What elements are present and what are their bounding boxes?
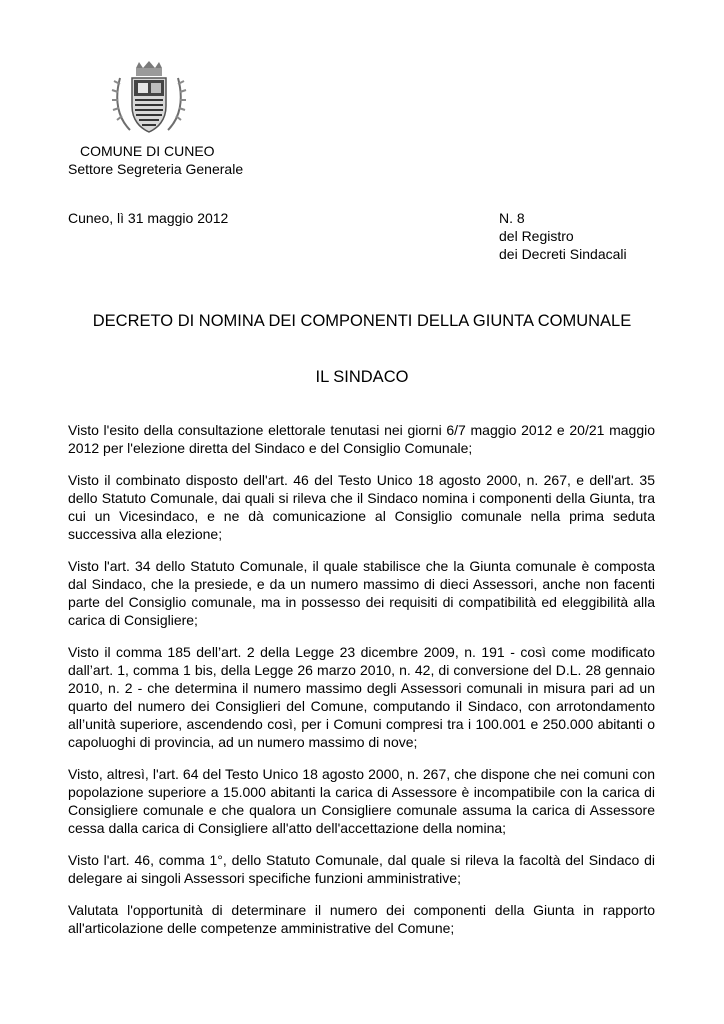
decree-authority: IL SINDACO bbox=[315, 368, 409, 386]
body-paragraph: Visto l'art. 46, comma 1°, dello Statuto Comunale, dal quale si rileva la facoltà del Sindaco di delegare ai singoli Assessori specifiche funzioni amministrative; bbox=[68, 852, 655, 886]
department-name: Settore Segreteria Generale bbox=[68, 161, 244, 177]
place-date: Cuneo, lì 31 maggio 2012 bbox=[68, 210, 229, 226]
coat-of-arms-icon bbox=[108, 60, 190, 138]
decree-title: DECRETO DI NOMINA DEI COMPONENTI DELLA GIUNTA COMUNALE bbox=[92, 312, 632, 330]
registry-number: N. 8 bbox=[499, 210, 525, 226]
registry-block bbox=[499, 209, 627, 263]
issuer-block bbox=[68, 142, 243, 178]
body-paragraph: Visto, altresì, l'art. 64 del Testo Unico 18 agosto 2000, n. 267, che dispone che nei comuni con popolazione superiore a 15.000 abitanti la carica di Assessore è incompatibile con la carica di Consigliere comunale e che qualora un Consigliere comunale assuma la carica di Assessore cessa dalla carica di Consigliere all'atto dell'accettazione della nomina; bbox=[68, 766, 655, 836]
decree-body bbox=[68, 421, 655, 951]
registry-line: dei Decreti Sindacali bbox=[499, 246, 627, 262]
body-paragraph: Visto l'esito della consultazione elettorale tenutasi nei giorni 6/7 maggio 2012 e 20/21 maggio 2012 per l'elezione diretta del Sindaco e del Consiglio Comunale; bbox=[68, 422, 655, 456]
body-paragraph: Visto il combinato disposto dell'art. 46 del Testo Unico 18 agosto 2000, n. 267, e dell'art. 35 dello Statuto Comunale, dai quali si rileva che il Sindaco nomina i componenti della Giunta, tra cui un Vicesindaco, e ne dà comunicazione al Consiglio comunale nella prima seduta successiva alla elezione; bbox=[68, 472, 655, 542]
municipality-name: COMUNE DI CUNEO bbox=[80, 143, 215, 159]
body-paragraph: Valutata l'opportunità di determinare il numero dei componenti della Giunta in rapporto all'articolazione delle competenze amministrative del Comune; bbox=[68, 902, 655, 936]
registry-line: del Registro bbox=[499, 228, 574, 244]
body-paragraph: Visto l'art. 34 dello Statuto Comunale, il quale stabilisce che la Giunta comunale è composta dal Sindaco, che la presiede, e da un numero massimo di dieci Assessori, anche non facenti parte del Consiglio comunale, ma in possesso dei requisiti di compatibilità ed eleggibilità alla carica di Consigliere; bbox=[68, 558, 655, 628]
body-paragraph: Visto il comma 185 dell’art. 2 della Legge 23 dicembre 2009, n. 191 - così come modificato dall’art. 1, comma 1 bis, della Legge 26 marzo 2010, n. 42, di conversione del D.L. 28 gennaio 2010, n. 2 - che determina il numero massimo degli Assessori comunali in misura pari ad un quarto del numero dei Consiglieri del Comune, computando il Sindaco, con arrotondamento all’unità superiore, ascendendo così, per i Comuni compresi tra i 100.001 e 250.000 abitanti o capoluoghi di provincia, ad un numero massimo di nove; bbox=[68, 644, 655, 750]
